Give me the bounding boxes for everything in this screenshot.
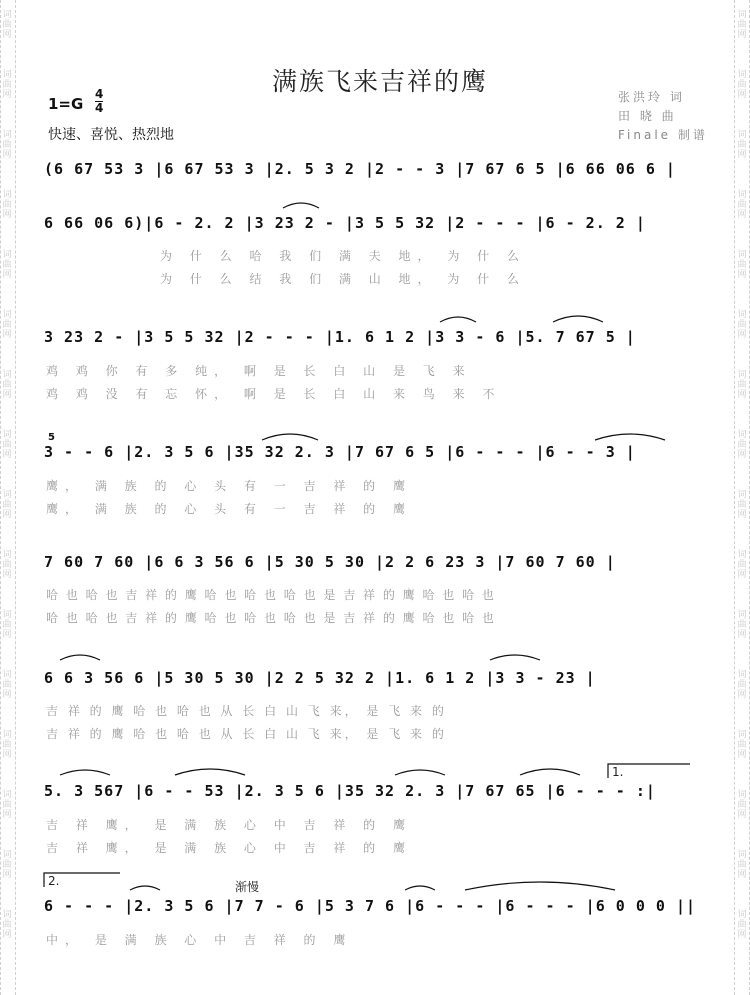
first-ending-mark: 1. (612, 765, 624, 779)
lyric-line-4-2: 鹰， 满 族 的 心 头 有 一 吉 祥 的 鹰 (46, 502, 412, 516)
lyric-line-5-2: 哈 也 哈 也 吉 祥 的 鹰 哈 也 哈 也 哈 也 是 吉 祥 的 鹰 哈 也 哈 也 (46, 611, 496, 625)
slur (465, 882, 615, 890)
slur (283, 203, 319, 208)
slur (490, 655, 540, 660)
bar-number: 5 (48, 432, 55, 443)
score-system-4: 3 - - 6 |2. 3 5 6 |35 32 2. 3 |7 67 6 5 |6 - - - |6 - - 3 | (44, 443, 636, 461)
song-title: 满族飞来吉祥的鹰 (271, 67, 488, 96)
second-ending-bracket (44, 873, 120, 887)
slur (130, 886, 160, 890)
first-ending-bracket (608, 764, 690, 778)
meter-top: 4 (95, 87, 104, 101)
lyricist-credit: 张洪玲 词 (618, 90, 685, 104)
slur (60, 655, 100, 660)
lyric-line-3-2: 鸡 鸡 没 有 忘 怀， 啊 是 长 白 山 来 鸟 来 不 (46, 387, 502, 401)
engraver-credit: Finale 制谱 (618, 128, 708, 142)
slur (440, 317, 476, 322)
tempo-marking: 快速、喜悦、热烈地 (48, 127, 174, 143)
score-system-1: (6 67 53 3 |6 67 53 3 |2. 5 3 2 |2 - - 3 |7 67 6 5 |6 66 06 6 | (44, 160, 676, 178)
key-signature: 1=G (48, 95, 84, 113)
lyric-line-8-1: 中， 是 满 族 心 中 吉 祥 的 鹰 (46, 933, 353, 947)
ritardando-mark: 渐慢 (235, 880, 260, 894)
lyric-line-6-2: 吉 祥 的 鹰 哈 也 哈 也 从 长 白 山 飞 来， 是 飞 来 的 (46, 727, 447, 741)
slur (395, 770, 445, 775)
lyric-line-6-1: 吉 祥 的 鹰 哈 也 哈 也 从 长 白 山 飞 来， 是 飞 来 的 (46, 704, 447, 718)
score-system-7: 5. 3 567 |6 - - 53 |2. 3 5 6 |35 32 2. 3 |7 67 65 |6 - - - :| (44, 782, 656, 800)
score-system-3: 3 23 2 - |3 5 5 32 |2 - - - |1. 6 1 2 |3 3 - 6 |5. 7 67 5 | (44, 328, 636, 346)
lyric-line-7-1: 吉 祥 鹰， 是 满 族 心 中 吉 祥 的 鹰 (46, 818, 412, 832)
slur (405, 886, 435, 890)
composer-credit: 田 晓 曲 (618, 109, 677, 123)
score-system-8: 6 - - - |2. 3 5 6 |7 7 - 6 |5 3 7 6 |6 - - - |6 - - - |6 0 0 0 || (44, 897, 696, 915)
lyric-line-3-1: 鸡 鸡 你 有 多 纯， 啊 是 长 白 山 是 飞 来 (46, 364, 472, 378)
lyric-line-7-2: 吉 祥 鹰， 是 满 族 心 中 吉 祥 的 鹰 (46, 841, 412, 855)
meter-bottom: 4 (95, 101, 104, 115)
slur (520, 769, 580, 775)
slur (262, 434, 318, 440)
slur (595, 434, 665, 440)
slur (553, 316, 603, 322)
score-system-2: 6 66 06 6)|6 - 2. 2 |3 23 2 - |3 5 5 32 |2 - - - |6 - 2. 2 | (44, 214, 646, 232)
score-page: 满族飞来吉祥的鹰 1=G 4 4 快速、喜悦、热烈地 张洪玲 词 田 晓 曲 Finale 制谱 (6 67 53 3 |6 67 53 3 |2. 5 3 2 |2 - - 3 |7 67 6 5 |6 66 06 6 | 6 66 06 6)|6 - 2. 2 |3 23 2 - |3 5 5 32 |2 - - - |6 - 2. 2 | 为 什 么 哈 我 们 满 夫 地， 为 什 么 为 什 么 结 我 们 满 山 地， 为 什 么 3 23 2 - |3 5 5 32 |2 - - - |1. 6 1 2 |3 3 - 6 |5. 7 67 5 | 鸡 鸡 你 有 多 纯， 啊 是 长 白 山 是 飞 来 鸡 鸡 没 有 忘 怀， 啊 是 长 白 山 来 鸟 来 不 5 3 - - 6 |2. 3 5 6 |35 32 2. 3 |7 67 6 5 |6 - - - |6 - - 3 | 鹰， 满 族 的 心 头 有 一 吉 祥 的 鹰 鹰， 满 族 的 心 头 有 一 吉 祥 的 鹰 7 60 7 60 |6 6 3 56 6 |5 30 5 30 |2 2 6 23 3 |7 60 7 60 | 哈 也 哈 也 吉 祥 的 鹰 哈 也 哈 也 哈 也 是 吉 祥 的 鹰 哈 也 哈 也 哈 也 哈 也 吉 祥 的 鹰 哈 也 哈 也 哈 也 是 吉 祥 的 鹰 哈 也 哈 也 6 6 3 56 6 |5 30 5 30 |2 2 5 32 2 |1. 6 1 2 |3 3 - 23 | 吉 祥 的 鹰 哈 也 哈 也 从 长 白 山 飞 来， 是 飞 来 的 吉 祥 的 鹰 哈 也 哈 也 从 长 白 山 飞 来， 是 飞 来 的 1. 5. 3 567 |6 - - 53 |2. 3 5 6 |35 32 2. 3 |7 67 65 |6 - - - :| 吉 祥 鹰， 是 满 族 心 中 吉 祥 的 鹰 吉 祥 鹰， 是 满 族 心 中 吉 祥 的 鹰 2. 渐慢 6 - - - |2. 3 5 6 |7 7 - 6 |5 3 7 6 |6 - - - |6 - - - |6 0 0 0 || 中， 是 满 族 心 中 吉 祥 的 鹰 词曲网 词曲网 词曲网 词曲网 词曲网 词曲网 词曲网 词曲网 词曲网 词曲网 词曲网 词曲网 词曲网 词曲网 词曲网 词曲网 词曲网 词曲网 词曲网 词曲网 词曲网 词曲网 词曲网 词曲网 词曲网 词曲网 词曲网 词曲网 词曲网 词曲网 词曲网 词曲网 (0, 0, 750, 995)
slur (175, 769, 245, 775)
lyric-line-2-1: 为 什 么 哈 我 们 满 夫 地， 为 什 么 (160, 249, 526, 263)
second-ending-mark: 2. (48, 874, 60, 888)
lyric-line-2-2: 为 什 么 结 我 们 满 山 地， 为 什 么 (160, 272, 526, 286)
lyric-line-5-1: 哈 也 哈 也 吉 祥 的 鹰 哈 也 哈 也 哈 也 是 吉 祥 的 鹰 哈 也 哈 也 (46, 588, 496, 602)
score-system-6: 6 6 3 56 6 |5 30 5 30 |2 2 5 32 2 |1. 6 1 2 |3 3 - 23 | (44, 669, 596, 687)
lyric-line-4-1: 鹰， 满 族 的 心 头 有 一 吉 祥 的 鹰 (46, 479, 412, 493)
slur (60, 770, 110, 775)
score-system-5: 7 60 7 60 |6 6 3 56 6 |5 30 5 30 |2 2 6 23 3 |7 60 7 60 | (44, 553, 616, 571)
